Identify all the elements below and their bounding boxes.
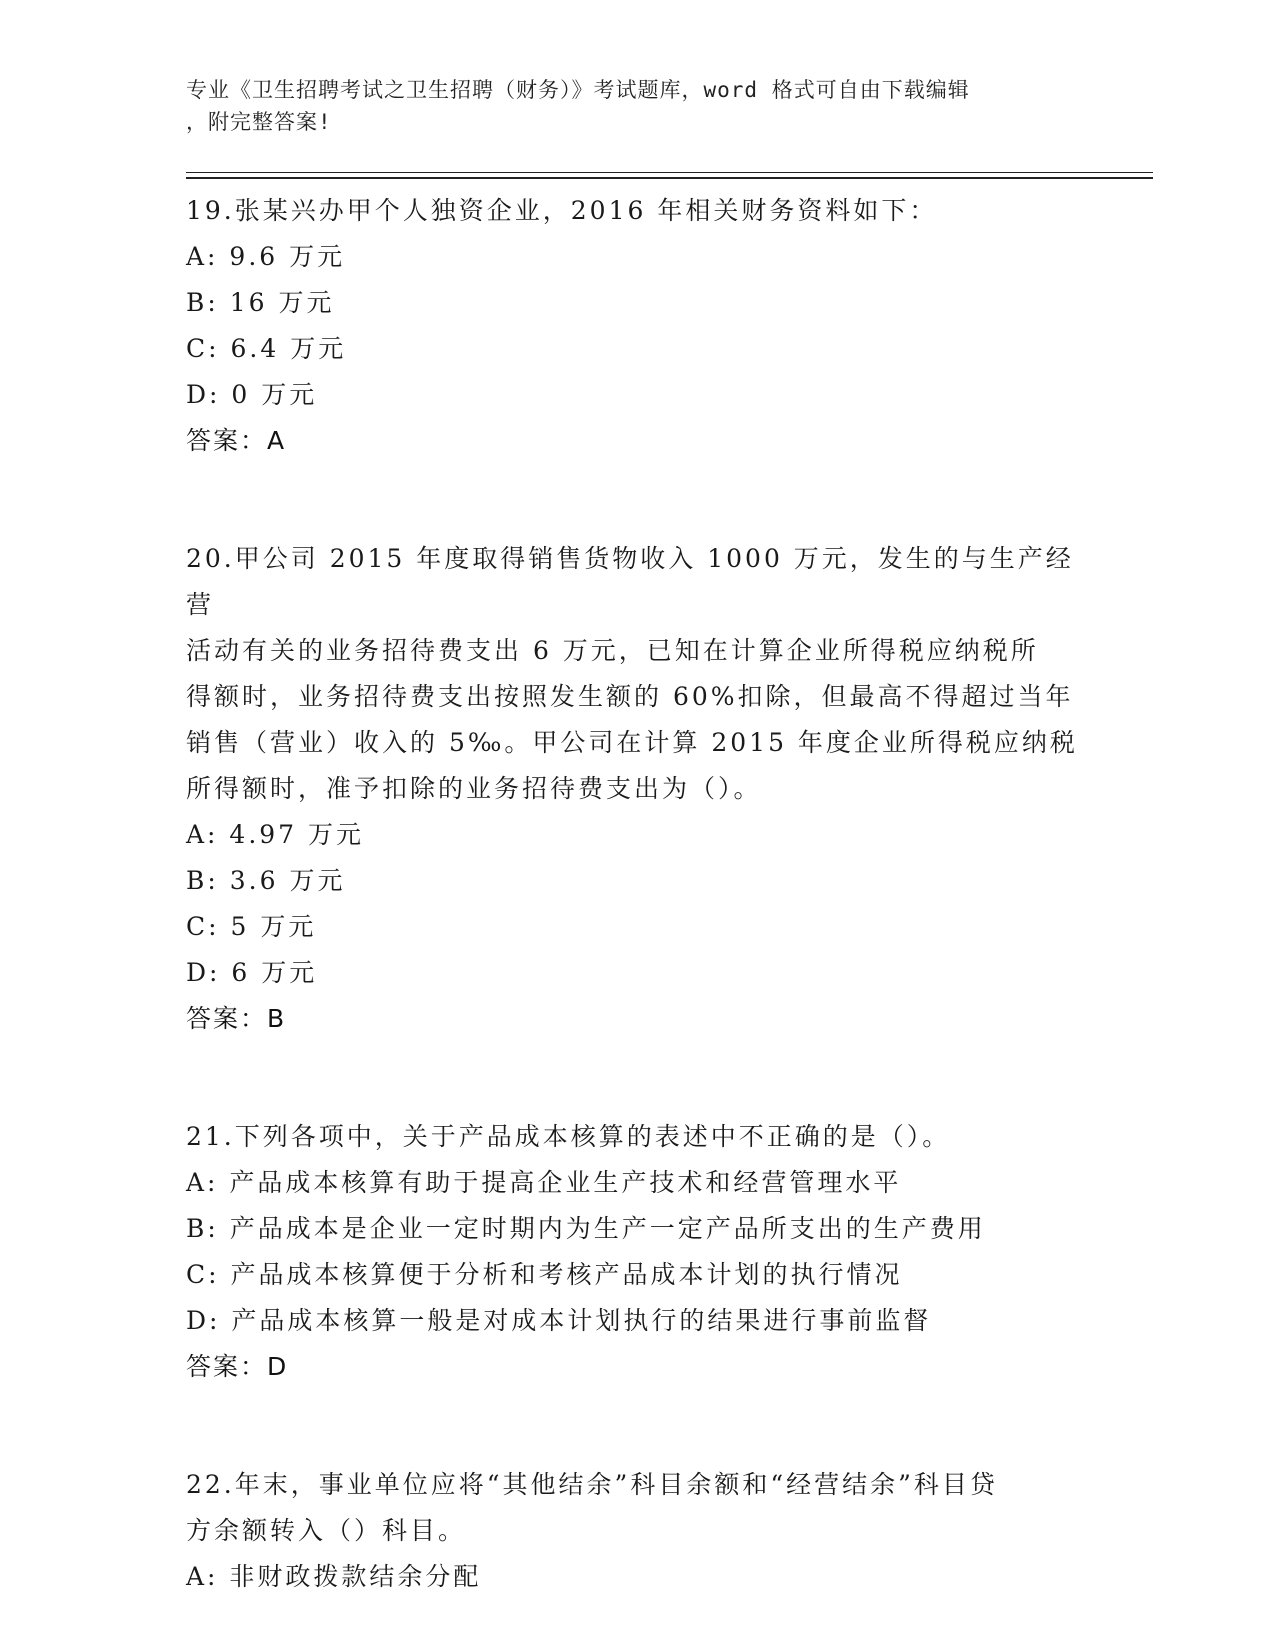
option-b: B: 产品成本是企业一定时期内为生产一定产品所支出的生产费用 — [186, 1214, 986, 1243]
option-d: D: 6 万元 — [186, 958, 318, 987]
question-text: 21.下列各项中，关于产品成本核算的表述中不正确的是（）。 — [186, 1122, 951, 1151]
option-a: A: 产品成本核算有助于提高企业生产技术和经营管理水平 — [186, 1168, 902, 1197]
question-text-line: 销售（营业）收入的 5‰。甲公司在计算 2015 年度企业所得税应纳税 — [186, 728, 1078, 757]
option-c: C: 6.4 万元 — [186, 334, 347, 363]
question-19 — [186, 188, 1086, 464]
question-text-line: 20.甲公司 2015 年度取得销售货物收入 1000 万元，发生的与生产经营 — [186, 544, 1074, 619]
question-20 — [186, 536, 1086, 1042]
answer: 答案：D — [186, 1352, 289, 1381]
header-divider-thick — [186, 177, 1153, 179]
option-d: D: 产品成本核算一般是对成本计划执行的结果进行事前监督 — [186, 1306, 932, 1335]
question-text-line: 活动有关的业务招待费支出 6 万元，已知在计算企业所得税应纳税所 — [186, 636, 1039, 665]
option-c: C: 5 万元 — [186, 912, 317, 941]
question-list — [186, 188, 1086, 1600]
question-text: 19.张某兴办甲个人独资企业，2016 年相关财务资料如下： — [186, 196, 938, 225]
question-21 — [186, 1114, 1086, 1390]
option-b: B: 16 万元 — [186, 288, 335, 317]
option-a: A: 4.97 万元 — [186, 820, 365, 849]
option-c: C: 产品成本核算便于分析和考核产品成本计划的执行情况 — [186, 1260, 903, 1289]
header-line-1: 专业《卫生招聘考试之卫生招聘（财务）》考试题库，word 格式可自由下载编辑 — [186, 78, 970, 102]
header-divider-thin — [186, 172, 1153, 173]
answer: 答案：B — [186, 1004, 287, 1033]
question-text-line: 22.年末，事业单位应将“其他结余”科目余额和“经营结余”科目贷 — [186, 1470, 998, 1499]
question-text-line: 得额时，业务招待费支出按照发生额的 60%扣除，但最高不得超过当年 — [186, 682, 1074, 711]
option-a: A: 非财政拨款结余分配 — [186, 1562, 482, 1591]
header-line-2: ，附完整答案! — [186, 110, 332, 134]
option-b: B: 3.6 万元 — [186, 866, 346, 895]
option-a: A: 9.6 万元 — [186, 242, 346, 271]
question-22 — [186, 1462, 1086, 1600]
question-text-line: 所得额时，准予扣除的业务招待费支出为（）。 — [186, 774, 762, 803]
option-d: D: 0 万元 — [186, 380, 318, 409]
document-header — [186, 74, 1066, 138]
answer: 答案：A — [186, 426, 287, 455]
question-text-line: 方余额转入（）科目。 — [186, 1516, 467, 1545]
